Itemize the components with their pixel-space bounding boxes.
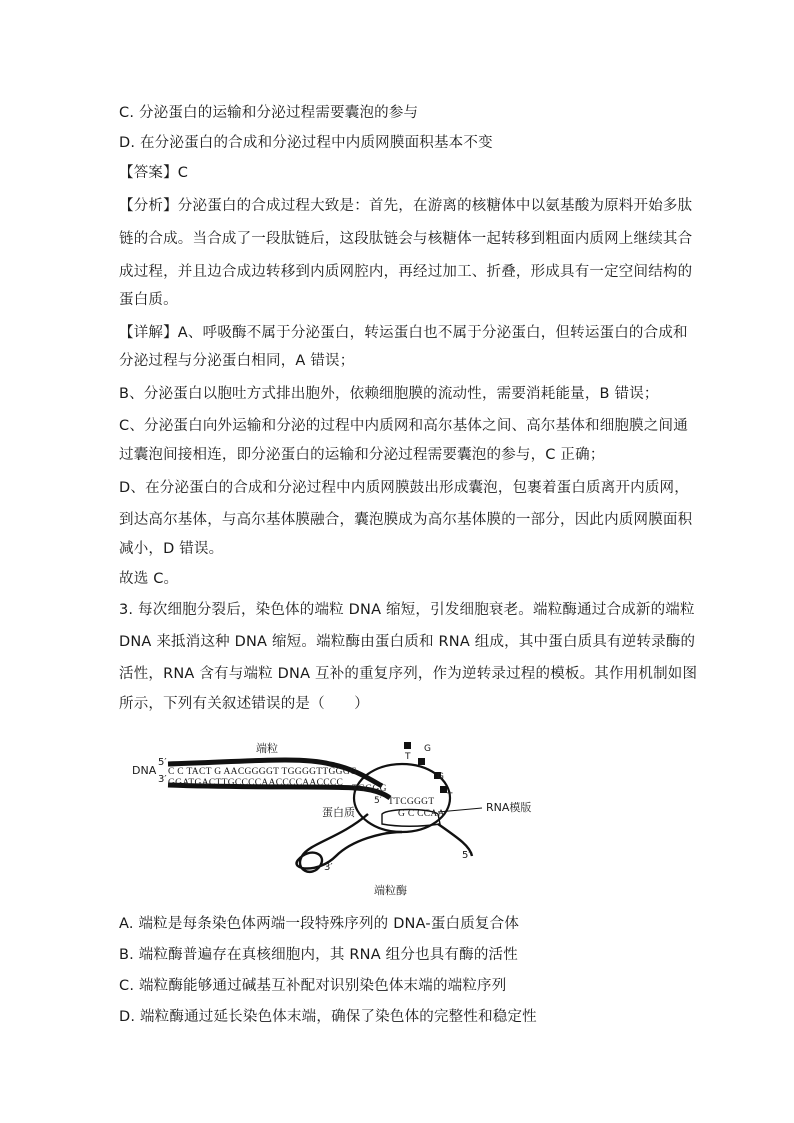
nucleotide-t2: T [447, 792, 453, 802]
nucleotide-g: G [424, 744, 431, 754]
option-c: C. 端粒酶能够通过碱基互补配对识别染色体末端的端粒序列 [119, 978, 507, 994]
label-5prime-mid: 5′ [374, 796, 382, 806]
protein-tail-left [297, 814, 402, 872]
question-3-line-4: 所示，下列有关叙述错误的是（ ） [119, 696, 369, 712]
detail-line-5: 过囊泡间接相连，即分泌蛋白的运输和分泌过程需要囊泡的参与，C 正确； [119, 447, 605, 463]
label-3prime-left: 3′ [158, 774, 167, 785]
detail-line-4: C、分泌蛋白向外运输和分泌的过程中内质网和高尔基体之间、高尔基体和细胞膜之间通 [119, 418, 688, 434]
analysis-line-3: 成过程，并且边合成边转移到内质网腔内，再经过加工、折叠，形成具有一定空间结构的 [119, 264, 693, 280]
dna-seq-bottom: GGATGACTTGCCCCAACCCCAACCCC [168, 778, 344, 788]
option-d-prev: D. 在分泌蛋白的合成和分泌过程中内质网膜面积基本不变 [119, 135, 493, 151]
nucleotide-g2: G [437, 772, 444, 782]
nucleotide-square-4 [440, 786, 447, 793]
detail-line-7: 到达高尔基体，与高尔基体膜融合，囊泡膜成为高尔基体膜的一部分，因此内质网膜面积 [119, 512, 693, 528]
label-dna: DNA [132, 764, 157, 777]
option-c-prev: C. 分泌蛋白的运输和分泌过程需要囊泡的参与 [119, 105, 419, 121]
analysis-line-2: 链的合成。当合成了一段肽链后，这段肽链会与核糖体一起转移到粗面内质网上继续其合 [119, 231, 693, 247]
rna-seq-top: TTCGGGT [388, 797, 435, 807]
label-5prime-right: 5′ [462, 850, 471, 861]
option-a: A. 端粒是每条染色体两端一段特殊序列的 DNA-蛋白质复合体 [119, 916, 520, 932]
option-b: B. 端粒酶普遍存在真核细胞内，其 RNA 组分也具有酶的活性 [119, 947, 518, 963]
nucleotide-t: T [405, 752, 411, 762]
label-rna-template: RNA模版 [486, 801, 532, 814]
detail-line-8: 减小，D 错误。 [119, 541, 224, 557]
question-3-line-1: 3. 每次细胞分裂后，染色体的端粒 DNA 缩短，引发细胞衰老。端粒酶通过合成新的端粒 [119, 602, 695, 618]
dna-seq-top: C C TACT G AACGGGGT TGGGGTTGGGG [168, 767, 358, 777]
conclusion-line: 故选 C。 [119, 571, 179, 587]
detail-line-3: B、分泌蛋白以胞吐方式排出胞外，依赖细胞膜的流动性，需要消耗能量，B 错误； [119, 386, 659, 402]
detail-line-6: D、在分泌蛋白的合成和分泌过程中内质网膜鼓出形成囊泡，包裹着蛋白质离开内质网， [119, 480, 689, 496]
detail-line-1: 【详解】A、呼吸酶不属于分泌蛋白，转运蛋白也不属于分泌蛋白，但转运蛋白的合成和 [119, 325, 688, 341]
analysis-line-4: 蛋白质。 [119, 292, 178, 308]
label-protein: 蛋白质 [322, 806, 355, 819]
rna-seq-bottom: G C CCAA [398, 809, 445, 819]
detail-line-2: 分泌过程与分泌蛋白相同，A 错误； [119, 353, 355, 369]
question-3-line-3: 活性，RNA 含有与端粒 DNA 互补的重复序列，作为逆转录过程的模板。其作用机制如图 [119, 666, 698, 682]
analysis-line-1: 【分析】分泌蛋白的合成过程大致是：首先，在游离的核糖体中以氨基酸为原料开始多肽 [119, 198, 693, 214]
question-3-line-2: DNA 来抵消这种 DNA 缩短。端粒酶由蛋白质和 RNA 组成，其中蛋白质具有逆转录酶的 [119, 634, 696, 650]
figure-caption: 端粒酶 [374, 884, 407, 897]
nucleotide-square-2 [418, 758, 425, 765]
label-5prime-top: 5′ [158, 757, 167, 768]
label-3prime-bottom: 3′ [324, 862, 333, 873]
answer-line: 【答案】C [119, 165, 189, 181]
option-d: D. 端粒酶通过延长染色体末端，确保了染色体的完整性和稳定性 [119, 1009, 537, 1025]
nucleotide-square-1 [404, 742, 411, 749]
label-telomere: 端粒 [256, 742, 278, 755]
dna-seq-right: TGGGG [352, 784, 387, 794]
